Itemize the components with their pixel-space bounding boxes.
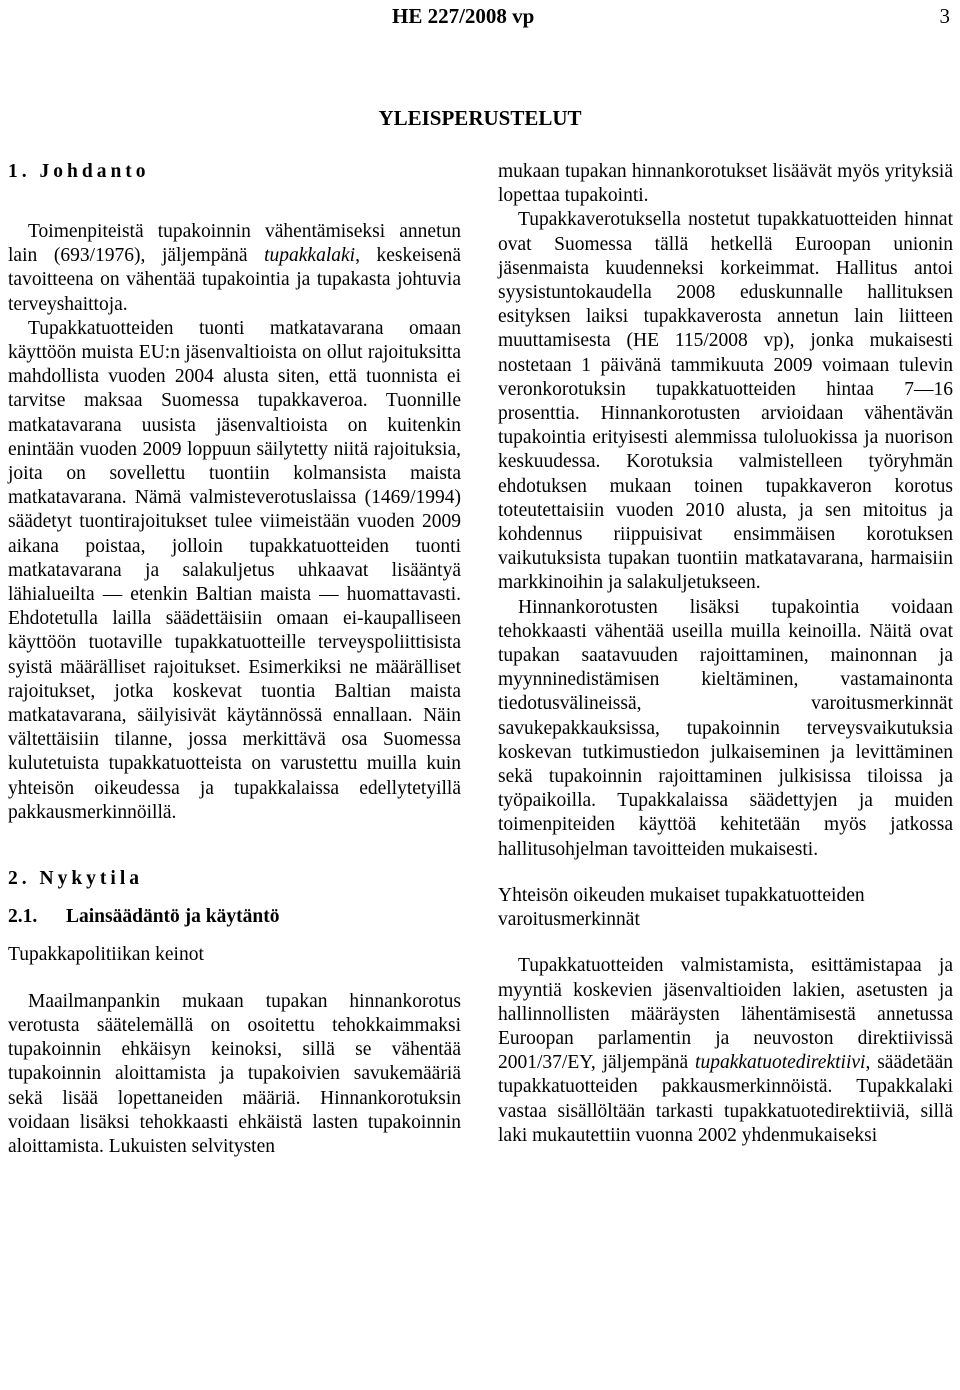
measures-paragraph: Hinnankorotusten lisäksi tupakointia voidaan tehokkaasti vähentää useilla muilla keinoilla. Näitä ovat tupakan saatavuuden rajoittaminen, mainonnan ja myynninedistämisen kieltäminen, vastamainonta tiedotusvälineissä, varoitusmerkinnät savukepakkauksissa, tupakoinnin terveysvaikutuksia koskevan tutkimustiedon julkaiseminen ja levittäminen sekä tupakoinnin rajoittaminen julkisissa tiloissa ja työpaikoilla. Tupakkalaissa säädettyjen ja muiden toimenpiteiden käyttöä kehitetään myös jatkossa hallitusohjelman tavoitteiden mukaisesti. [498,596,953,860]
section-title: YLEISPERUSTELUT [378,106,582,130]
page-number: 3 [939,4,950,28]
subheading-warning-labels: Yhteisön oikeuden mukaiset tupakkatuotteiden varoitusmerkinnät [498,884,865,931]
heading-nykytila: 2. Nykytila [8,868,144,890]
document-id: HE 227/2008 vp [392,4,535,28]
heading-legislation-title: Lainsäädäntö ja käytäntö [66,906,280,928]
heading-introduction: 1. Johdanto [8,161,150,182]
subheading-policy-means: Tupakkapolitiikan keinot [8,944,204,966]
directive-paragraph-rest: , säädetään tupakkatuotteiden pakkausmerkinnöistä. Tupakkalaki vastaa sisällöltään tarkasti tupakkatuotedirektiiviä, sillä laki mukautettiin vuonna 2002 yhdenmukaiseksi [498,1052,953,1146]
left-column [8,160,461,1159]
directive-paragraph-text: Tupakkatuotteiden valmistamista, esittämistapaa ja myyntiä koskevien jäsenvaltioiden lakien, asetusten ja hallinnollisten määräysten lähentämisestä annetussa Euroopan parlamentin ja neuvoston direktiivissä 2001/37/EY, jäljempänä [498,955,953,1074]
continued-paragraph: mukaan tupakan hinnankorotukset lisäävät myös yrityksiä lopettaa tupakointi. [498,161,953,207]
right-column [498,160,953,1148]
directive-paragraph [498,954,953,1148]
heading-legislation [8,905,461,929]
term-tupakkalaki: tupakkalaki [264,245,356,267]
heading-legislation-number: 2.1. [8,906,38,928]
policy-paragraph: Maailmanpankin mukaan tupakan hinnankorotus verotusta säätelemällä on osoitettu tehokkaimmaksi tupakoinnin ehkäisyn keinoksi, sillä se vähentää tupakoinnin aloittamista ja tupakoivien savukemääriä sekä lisää lopettaneiden määriä. Hinnankorotuksin voidaan lisäksi tehokkaasti ehkäistä lasten tupakoinnin aloittamista. Lukuisten selvitysten [8,990,461,1157]
term-tupakkatuotedirektiivi: tupakkatuotedirektiivi [695,1052,866,1074]
tax-paragraph: Tupakkaverotuksella nostetut tupakkatuotteiden hinnat ovat Suomessa tällä hetkellä Euroopan unionin jäsenmaista kuudenneksi korkeimmat. Hallitus antoi syysistuntokaudella 2008 eduskunnalle hallituksen esityksen laiksi tupakkaverosta annetun lain liitteen muuttamisesta (HE 115/2008 vp), jonka mukaisesti nostetaan 1 päivänä tammikuuta 2009 voimaan tulevin veronkorotuksin tupakkatuotteiden hintaa 7—16 prosenttia. Hinnankorotusten arvioidaan vähentävän tupakointia erityisesti alemmissa tuloluokissa ja nuorison keskuudessa. Korotuksia valmistelleen työryhmän ehdotuksen mukaan toinen tupakkaveron korotus toteutettaisiin vuoden 2010 alusta, ja sen mitoitus ja kohdennus riippuisivat ensimmäisen korotuksen vaikutuksista tupakan tuontiin matkatavarana, harmaisiin markkinoihin ja salakuljetukseen. [498,209,953,594]
intro-paragraph-1 [8,220,461,317]
intro-paragraph-1-text: Toimenpiteistä tupakoinnin vähentämiseksi annetun lain (693/1976), jäljempänä [8,221,461,267]
intro-paragraph-1-rest: , keskeisenä tavoitteena on vähentää tupakointia ja tupakasta johtuvia terveyshaittoja. [8,245,461,315]
intro-paragraph-2: Tupakkatuotteiden tuonti matkatavarana omaan käyttöön muista EU:n jäsenvaltioista on ollut rajoituksitta mahdollista vuoden 2004 alusta siten, että tuonnista ei tarvitse maksaa Suomessa tupakkaveroa. Tuonnille matkatavarana uusista jäsenvaltioista on kuitenkin enintään vuoden 2009 loppuun säilytetty niitä rajoituksia, joita on sovellettu tuontiin kolmansista maista matkatavarana. Nämä valmisteverotuslaissa (1469/1994) säädetyt tuontirajoitukset tulee viimeistään vuoden 2009 aikana poistaa, jolloin tupakkatuotteiden tuonti matkatavarana ja salakuljetus uhkaavat lisääntyä lähialueilta ― etenkin Baltian maista ― huomattavasti. Ehdotetulla lailla säädettäisiin omaan ei-kaupalliseen käyttöön tuotaville tupakkatuotteille terveyspoliittisista syistä määrälliset rajoitukset. Esimerkiksi ne määrälliset rajoitukset, jotka koskevat tuontia Baltian maista matkatavarana, säilyisivät käytännössä ennallaan. Näin vältettäisiin tilanne, jossa merkittävä osa Suomessa kulutetuista tupakkatuotteista on varustettu muilla kuin yhteisön oikeudessa ja tupakkalaissa edellytetyillä pakkausmerkinnöillä. [8,317,461,823]
